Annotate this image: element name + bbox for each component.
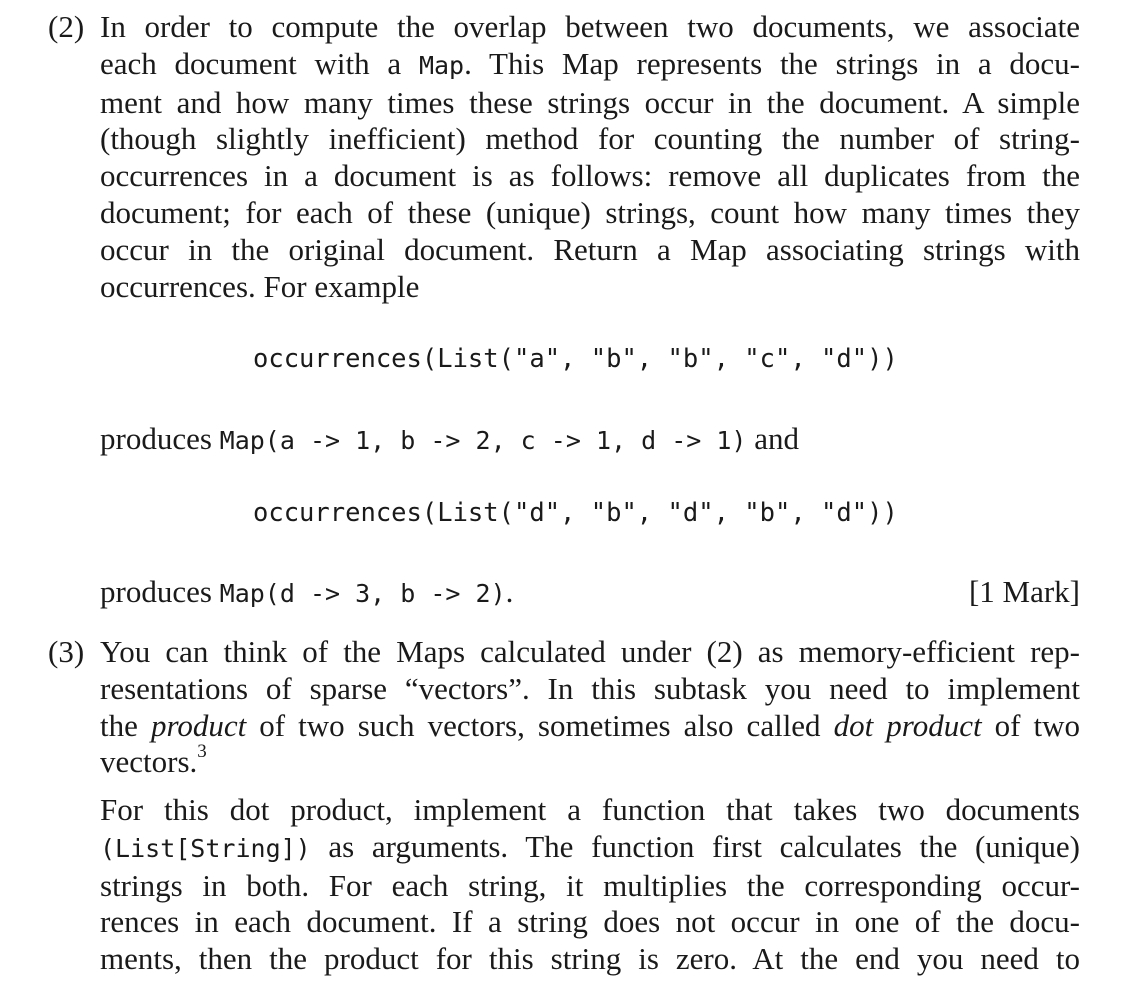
emphasis: dot product [833, 707, 982, 743]
emphasis: product [150, 707, 247, 743]
text-line: (though slightly inefficient) method for counting the number of string- [100, 121, 1080, 157]
text-line: occur in the original document. Return a Map associating strings with [100, 231, 1080, 267]
item-3-paragraph-2 [100, 792, 1080, 978]
text-span: of two such vectors, sometimes also called [246, 707, 834, 743]
text-line: occurrences. For example [100, 268, 420, 304]
item-2 [48, 9, 1080, 305]
text-line [100, 708, 1080, 745]
inline-code: Map [418, 50, 465, 80]
text-span: each document with a [100, 45, 419, 81]
text-line: resentations of sparse “vectors”. In this subtask you need to implement [100, 670, 1080, 706]
mark-label: [1 Mark] [968, 574, 1080, 609]
text-line: ments, then the product for this string is zero. At the end you need to [100, 941, 1080, 977]
inline-code: Map(d -> 3, b -> 2) [219, 579, 506, 608]
text-span: and [746, 421, 799, 456]
text-span: vectors. [100, 744, 198, 780]
code-example-2: occurrences(List("d", "b", "d", "b", "d")) [253, 498, 898, 528]
item-2-number: (2) [48, 9, 85, 44]
text-span: . [505, 574, 514, 609]
produces-line-2 [100, 574, 513, 610]
text-line: ment and how many times these strings occur in the document. A simple [100, 84, 1080, 120]
inline-code: (List[String]) [100, 833, 311, 863]
text-span: produces [100, 574, 220, 609]
text-span: of two [981, 707, 1081, 743]
footnote-marker[interactable]: 3 [197, 741, 207, 763]
text-line [100, 829, 1080, 868]
text-line: In order to compute the overlap between two documents, we associate [100, 9, 1080, 44]
inline-code: Map(a -> 1, b -> 2, c -> 1, d -> 1) [219, 426, 747, 455]
produces-line-1 [100, 421, 799, 457]
text-span: as arguments. The function first calculates the (unique) [310, 828, 1080, 864]
item-3-number: (3) [48, 634, 85, 669]
text-line: occurrences in a document is as follows: remove all duplicates from the [100, 158, 1080, 194]
text-line: rences in each document. If a string does not occur in one of the docu- [100, 904, 1080, 940]
text-line: document; for each of these (unique) strings, count how many times they [100, 194, 1080, 230]
item-3 [48, 634, 1080, 781]
text-span: produces [100, 421, 220, 456]
text-line [100, 741, 1080, 781]
text-line: For this dot product, implement a function that takes two documents [100, 792, 1080, 827]
text-span: the [100, 707, 151, 743]
item-3-paragraph-1 [100, 634, 1080, 781]
text-line [100, 46, 1080, 85]
text-span: . This Map represents the strings in a docu- [464, 45, 1080, 81]
code-example-1: occurrences(List("a", "b", "b", "c", "d")) [253, 344, 898, 374]
item-2-paragraph [100, 9, 1080, 305]
item-3-paragraph-2-wrap [48, 792, 1080, 978]
text-line: You can think of the Maps calculated under (2) as memory-efficient rep- [100, 634, 1080, 669]
text-line: strings in both. For each string, it multiplies the corresponding occur- [100, 867, 1080, 903]
